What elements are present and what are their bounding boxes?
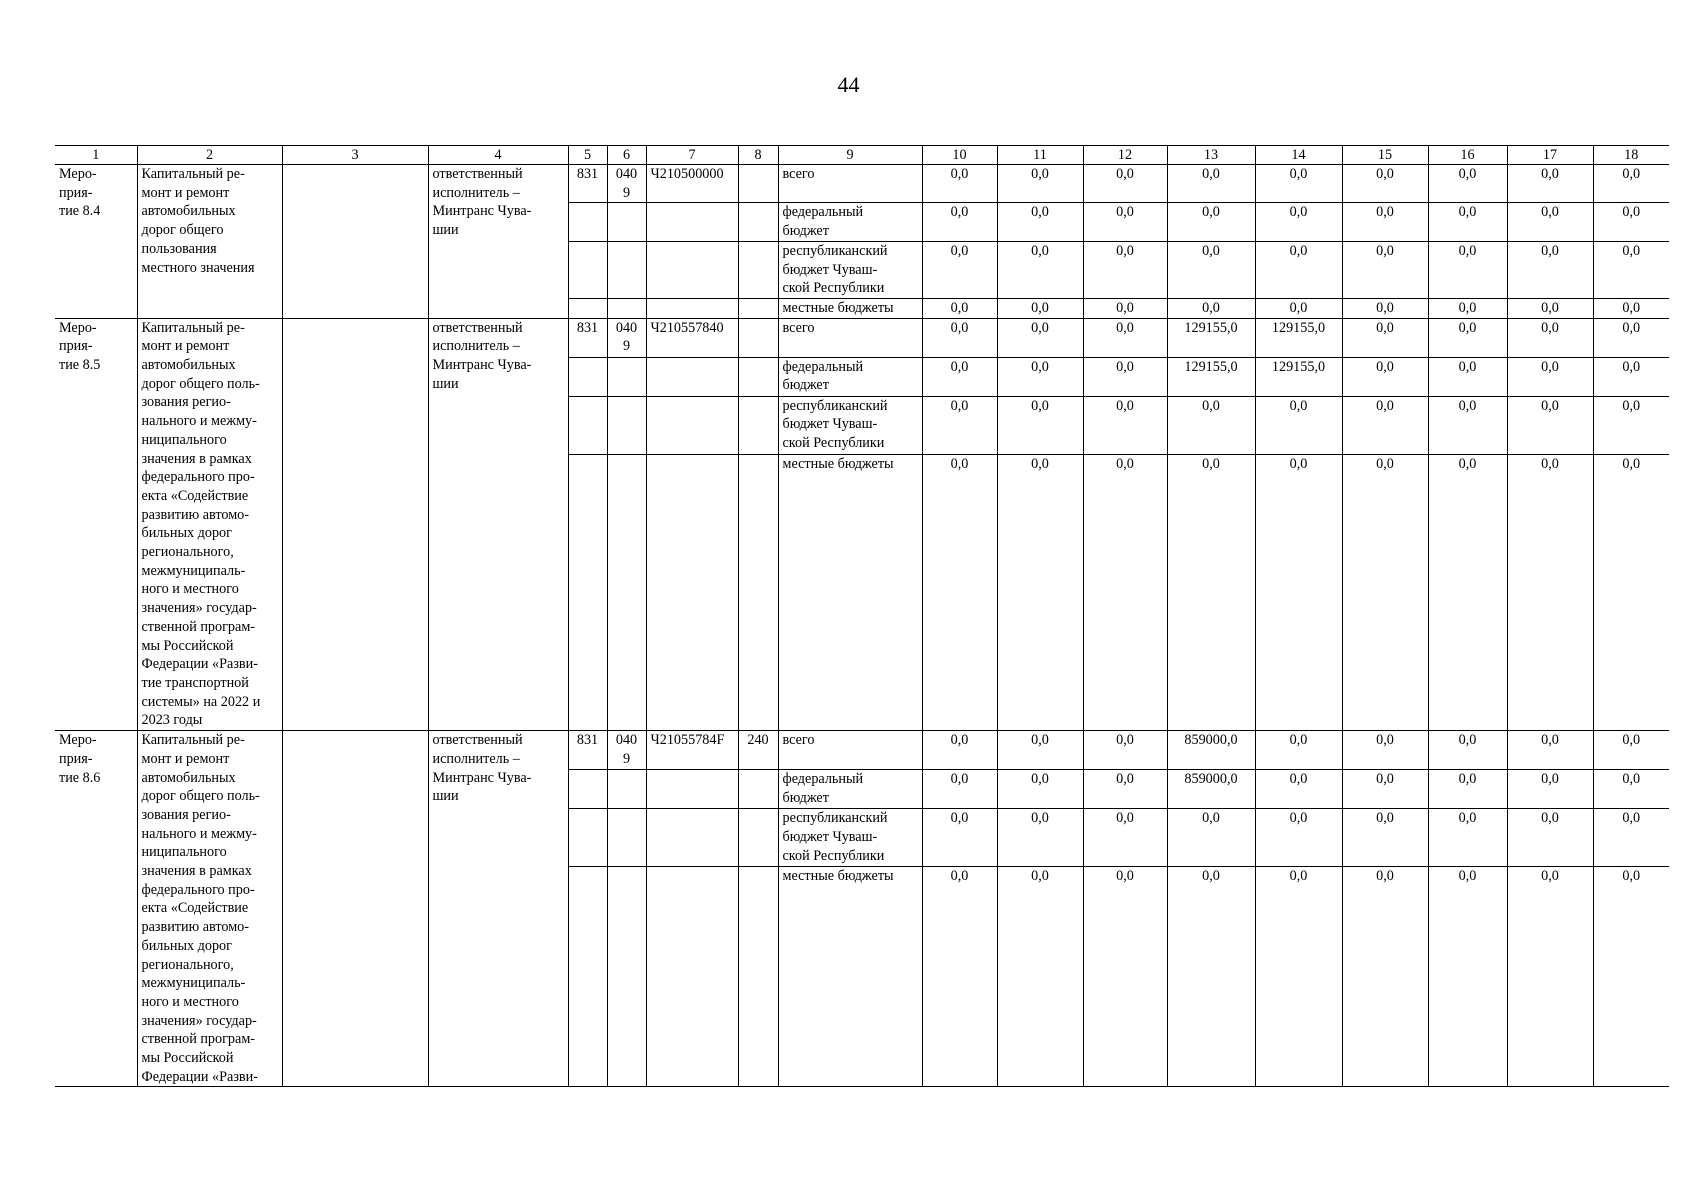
- value-cell: 0,0: [1255, 867, 1342, 1087]
- value-cell: 129155,0: [1167, 357, 1255, 396]
- value-cell: 0,0: [1342, 809, 1428, 867]
- activity-col3: [282, 731, 428, 1087]
- value-cell: 0,0: [1593, 165, 1669, 203]
- column-header-2: 2: [137, 146, 282, 165]
- value-cell: 0,0: [997, 454, 1083, 730]
- budget-table: [55, 145, 1669, 1087]
- value-cell: 0,0: [1507, 731, 1593, 770]
- code-cell-empty: [738, 241, 778, 298]
- value-cell: 0,0: [1507, 298, 1593, 318]
- value-cell: 0,0: [1083, 731, 1167, 770]
- activity-label: Меро- прия- тие 8.5: [55, 318, 137, 730]
- activity-executor: ответственный исполнитель – Минтранс Чува- шии: [428, 318, 568, 730]
- value-cell: 0,0: [1083, 454, 1167, 730]
- activity-executor: ответственный исполнитель – Минтранс Чува- шии: [428, 731, 568, 1087]
- code-6: 040 9: [607, 318, 646, 357]
- value-cell: 0,0: [1342, 203, 1428, 241]
- code-cell-empty: [738, 770, 778, 809]
- code-cell-empty: [646, 396, 738, 454]
- value-cell: 0,0: [1593, 454, 1669, 730]
- column-header-18: 18: [1593, 146, 1669, 165]
- value-cell: 0,0: [1428, 165, 1507, 203]
- value-cell: 0,0: [1593, 770, 1669, 809]
- table-row: [55, 731, 1669, 770]
- code-cell-empty: [646, 454, 738, 730]
- value-cell: 0,0: [1428, 357, 1507, 396]
- column-header-5: 5: [568, 146, 607, 165]
- code-cell-empty: [738, 867, 778, 1087]
- code-7: Ч210557840: [646, 318, 738, 357]
- value-cell: 0,0: [1342, 357, 1428, 396]
- code-cell-empty: [646, 241, 738, 298]
- code-cell-empty: [607, 454, 646, 730]
- value-cell: 0,0: [1507, 396, 1593, 454]
- value-cell: 0,0: [1342, 731, 1428, 770]
- value-cell: 0,0: [1428, 454, 1507, 730]
- value-cell: 0,0: [1255, 770, 1342, 809]
- funding-source: всего: [778, 731, 922, 770]
- value-cell: 0,0: [922, 867, 997, 1087]
- page-number: 44: [837, 72, 860, 97]
- value-cell: 0,0: [1428, 867, 1507, 1087]
- funding-source: республиканский бюджет Чуваш- ской Республики: [778, 241, 922, 298]
- activity-name: Капитальный ре- монт и ремонт автомобильных дорог общего поль- зования регио- нального и межму- ниципального значения в рамках федерального про- екта «Содействие развитию автомо- бильных дорог регионального, межмуниципаль- ного и местного значения» государ- ственной програм- мы Российской Федерации «Разви-: [137, 731, 282, 1087]
- code-cell-empty: [738, 396, 778, 454]
- code-cell-empty: [738, 298, 778, 318]
- code-cell-empty: [646, 298, 738, 318]
- value-cell: 0,0: [1167, 454, 1255, 730]
- value-cell: 0,0: [997, 241, 1083, 298]
- value-cell: 0,0: [1507, 357, 1593, 396]
- value-cell: 0,0: [997, 770, 1083, 809]
- value-cell: 0,0: [1507, 454, 1593, 730]
- value-cell: 0,0: [1255, 241, 1342, 298]
- column-header-7: 7: [646, 146, 738, 165]
- value-cell: 0,0: [922, 165, 997, 203]
- value-cell: 0,0: [1593, 203, 1669, 241]
- column-header-9: 9: [778, 146, 922, 165]
- value-cell: 0,0: [997, 867, 1083, 1087]
- code-cell-empty: [646, 867, 738, 1087]
- column-header-16: 16: [1428, 146, 1507, 165]
- value-cell: 0,0: [1167, 809, 1255, 867]
- value-cell: 0,0: [1083, 165, 1167, 203]
- code-6: 040 9: [607, 731, 646, 770]
- value-cell: 129155,0: [1255, 318, 1342, 357]
- value-cell: 0,0: [922, 770, 997, 809]
- value-cell: 129155,0: [1255, 357, 1342, 396]
- value-cell: 0,0: [997, 396, 1083, 454]
- value-cell: 0,0: [1507, 318, 1593, 357]
- code-cell-empty: [568, 396, 607, 454]
- value-cell: 0,0: [1507, 165, 1593, 203]
- value-cell: 0,0: [1083, 318, 1167, 357]
- value-cell: 0,0: [922, 809, 997, 867]
- value-cell: 0,0: [922, 318, 997, 357]
- value-cell: 0,0: [1507, 241, 1593, 298]
- column-header-13: 13: [1167, 146, 1255, 165]
- funding-source: республиканский бюджет Чуваш- ской Республики: [778, 396, 922, 454]
- value-cell: 0,0: [1342, 241, 1428, 298]
- code-cell-empty: [607, 241, 646, 298]
- value-cell: 0,0: [997, 318, 1083, 357]
- column-header-17: 17: [1507, 146, 1593, 165]
- value-cell: 0,0: [1167, 165, 1255, 203]
- column-header-14: 14: [1255, 146, 1342, 165]
- value-cell: 0,0: [1507, 203, 1593, 241]
- column-header-4: 4: [428, 146, 568, 165]
- table-row: [55, 165, 1669, 203]
- column-header-1: 1: [55, 146, 137, 165]
- code-6: 040 9: [607, 165, 646, 203]
- column-number-header-row: [55, 146, 1669, 165]
- value-cell: 0,0: [1083, 867, 1167, 1087]
- activity-executor: ответственный исполнитель – Минтранс Чува- шии: [428, 165, 568, 319]
- code-cell-empty: [738, 203, 778, 241]
- code-cell-empty: [646, 203, 738, 241]
- code-cell-empty: [607, 809, 646, 867]
- value-cell: 0,0: [1428, 396, 1507, 454]
- value-cell: 0,0: [1167, 298, 1255, 318]
- value-cell: 0,0: [1428, 203, 1507, 241]
- column-header-8: 8: [738, 146, 778, 165]
- value-cell: 0,0: [1428, 241, 1507, 298]
- code-cell-empty: [646, 770, 738, 809]
- code-7: Ч21055784F: [646, 731, 738, 770]
- value-cell: 0,0: [1167, 241, 1255, 298]
- value-cell: 0,0: [1593, 241, 1669, 298]
- code-cell-empty: [738, 357, 778, 396]
- value-cell: 0,0: [1083, 357, 1167, 396]
- value-cell: 0,0: [997, 809, 1083, 867]
- code-cell-empty: [568, 357, 607, 396]
- activity-col3: [282, 318, 428, 730]
- value-cell: 0,0: [997, 298, 1083, 318]
- activity-col3: [282, 165, 428, 319]
- value-cell: 0,0: [1342, 454, 1428, 730]
- value-cell: 0,0: [1255, 298, 1342, 318]
- value-cell: 0,0: [997, 731, 1083, 770]
- code-cell-empty: [568, 298, 607, 318]
- value-cell: 0,0: [1342, 770, 1428, 809]
- value-cell: 0,0: [1342, 318, 1428, 357]
- code-cell-empty: [607, 203, 646, 241]
- value-cell: 0,0: [1167, 203, 1255, 241]
- value-cell: 0,0: [1428, 298, 1507, 318]
- funding-source: местные бюджеты: [778, 298, 922, 318]
- code-cell-empty: [607, 396, 646, 454]
- code-7: Ч210500000: [646, 165, 738, 203]
- column-header-6: 6: [607, 146, 646, 165]
- code-cell-empty: [607, 770, 646, 809]
- value-cell: 0,0: [1342, 867, 1428, 1087]
- code-cell-empty: [646, 809, 738, 867]
- value-cell: 0,0: [1507, 770, 1593, 809]
- code-8: 240: [738, 731, 778, 770]
- value-cell: 0,0: [1593, 809, 1669, 867]
- value-cell: 0,0: [997, 357, 1083, 396]
- value-cell: 0,0: [922, 396, 997, 454]
- value-cell: 0,0: [1428, 318, 1507, 357]
- value-cell: 0,0: [922, 241, 997, 298]
- value-cell: 0,0: [1255, 203, 1342, 241]
- funding-source: местные бюджеты: [778, 867, 922, 1087]
- value-cell: 0,0: [1428, 731, 1507, 770]
- value-cell: 0,0: [922, 203, 997, 241]
- value-cell: 0,0: [1255, 731, 1342, 770]
- value-cell: 0,0: [1167, 396, 1255, 454]
- value-cell: 0,0: [1083, 241, 1167, 298]
- value-cell: 0,0: [1342, 396, 1428, 454]
- activity-name: Капитальный ре- монт и ремонт автомобильных дорог общего поль- зования регио- нального и межму- ниципального значения в рамках федерального про- екта «Содействие развитию автомо- бильных дорог регионального, межмуниципаль- ного и местного значения» государ- ственной програм- мы Российской Федерации «Разви- тие транспортной системы» на 2022 и 2023 годы: [137, 318, 282, 730]
- value-cell: 0,0: [1593, 867, 1669, 1087]
- column-header-15: 15: [1342, 146, 1428, 165]
- funding-source: всего: [778, 165, 922, 203]
- value-cell: 0,0: [922, 731, 997, 770]
- value-cell: 0,0: [1593, 396, 1669, 454]
- table-row: [55, 318, 1669, 357]
- code-5: 831: [568, 731, 607, 770]
- activity-label: Меро- прия- тие 8.4: [55, 165, 137, 319]
- value-cell: 0,0: [1083, 809, 1167, 867]
- column-header-12: 12: [1083, 146, 1167, 165]
- value-cell: 0,0: [1255, 809, 1342, 867]
- code-cell-empty: [607, 298, 646, 318]
- code-5: 831: [568, 318, 607, 357]
- code-cell-empty: [568, 809, 607, 867]
- funding-source: местные бюджеты: [778, 454, 922, 730]
- value-cell: 0,0: [1255, 165, 1342, 203]
- value-cell: 0,0: [1593, 731, 1669, 770]
- value-cell: 0,0: [997, 165, 1083, 203]
- value-cell: 0,0: [1428, 770, 1507, 809]
- value-cell: 859000,0: [1167, 731, 1255, 770]
- code-cell-empty: [568, 770, 607, 809]
- funding-source: всего: [778, 318, 922, 357]
- funding-source: федеральный бюджет: [778, 357, 922, 396]
- column-header-11: 11: [997, 146, 1083, 165]
- code-cell-empty: [738, 454, 778, 730]
- code-cell-empty: [568, 203, 607, 241]
- value-cell: 0,0: [922, 357, 997, 396]
- code-8: [738, 165, 778, 203]
- value-cell: 0,0: [1083, 298, 1167, 318]
- value-cell: 0,0: [922, 454, 997, 730]
- value-cell: 0,0: [1255, 454, 1342, 730]
- activity-label: Меро- прия- тие 8.6: [55, 731, 137, 1087]
- code-cell-empty: [568, 867, 607, 1087]
- code-8: [738, 318, 778, 357]
- code-cell-empty: [607, 357, 646, 396]
- funding-source: республиканский бюджет Чуваш- ской Республики: [778, 809, 922, 867]
- funding-source: федеральный бюджет: [778, 203, 922, 241]
- value-cell: 0,0: [1593, 298, 1669, 318]
- value-cell: 0,0: [1083, 770, 1167, 809]
- code-5: 831: [568, 165, 607, 203]
- activity-name: Капитальный ре- монт и ремонт автомобильных дорог общего пользования местного значения: [137, 165, 282, 319]
- column-header-3: 3: [282, 146, 428, 165]
- value-cell: 0,0: [1167, 867, 1255, 1087]
- code-cell-empty: [607, 867, 646, 1087]
- value-cell: 0,0: [1593, 318, 1669, 357]
- value-cell: 0,0: [1428, 809, 1507, 867]
- value-cell: 0,0: [1255, 396, 1342, 454]
- column-header-10: 10: [922, 146, 997, 165]
- value-cell: 129155,0: [1167, 318, 1255, 357]
- code-cell-empty: [738, 809, 778, 867]
- funding-source: федеральный бюджет: [778, 770, 922, 809]
- value-cell: 0,0: [1593, 357, 1669, 396]
- value-cell: 0,0: [1342, 298, 1428, 318]
- value-cell: 0,0: [922, 298, 997, 318]
- value-cell: 0,0: [1083, 203, 1167, 241]
- value-cell: 0,0: [1507, 867, 1593, 1087]
- value-cell: 859000,0: [1167, 770, 1255, 809]
- value-cell: 0,0: [997, 203, 1083, 241]
- table-body: [55, 146, 1669, 1087]
- value-cell: 0,0: [1083, 396, 1167, 454]
- code-cell-empty: [646, 357, 738, 396]
- code-cell-empty: [568, 454, 607, 730]
- value-cell: 0,0: [1507, 809, 1593, 867]
- code-cell-empty: [568, 241, 607, 298]
- value-cell: 0,0: [1342, 165, 1428, 203]
